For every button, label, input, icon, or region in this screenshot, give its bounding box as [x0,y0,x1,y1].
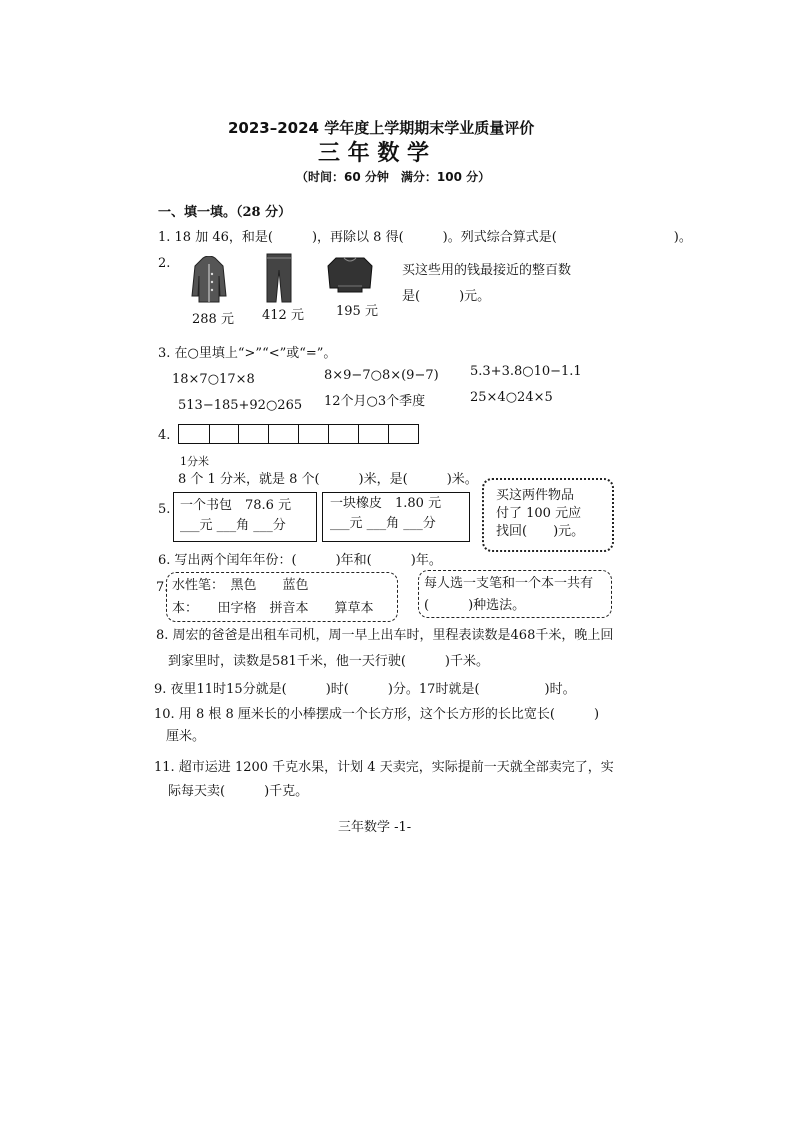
compare-item: 513−185+92○265 [178,398,303,413]
question-8-line-b: 到家里时，读数是581千米，他一天行驶( )千米。 [168,654,489,669]
eraser-conversion: ___元 ___角 ___分 [330,516,436,531]
question-5-number: 5. [158,502,171,517]
pants-icon [265,252,293,304]
book-options: 本： 田字格 拼音本 算草本 [172,601,374,616]
eraser-price: 一块橡皮 1.80 元 [330,496,442,511]
question-11-line-b: 际每天卖( )千克。 [168,784,309,799]
question-11-line-a: 11. 超市运进 1200 千克水果，计划 4 天卖完，实际提前一天就全部卖完了，实 [154,760,614,775]
compare-item: 25×4○24×5 [470,390,553,405]
choices-note-a: 每人选一支笔和一个本一共有 [424,576,594,591]
compare-item: 8×9−7○8×(9−7) [324,368,439,383]
page-footer: 三年数学 -1- [338,820,412,835]
question-1: 1. 18 加 46，和是( )，再除以 8 得( )。列式综合算式是( )。 [158,230,692,245]
pants-price: 412 元 [262,308,304,323]
question-9: 9. 夜里11时15分就是( )时( )分。17时就是( )时。 [154,682,576,697]
question-3-title: 3. 在○里填上“>”“<”或“=”。 [158,346,337,361]
sweater-price: 195 元 [336,304,378,319]
change-note-line: 买这两件物品 [496,488,575,503]
compare-item: 12个月○3个季度 [324,394,426,409]
question-2-text-a: 买这些用的钱最接近的整百数 [402,263,572,278]
question-4-text: 8 个 1 分米，就是 8 个( )米，是( )米。 [178,472,478,487]
schoolbag-conversion: ___元 ___角 ___分 [180,518,286,533]
question-7-number: 7. [156,580,169,595]
ruler-unit-label: 1分米 [180,455,209,468]
schoolbag-price: 一个书包 78.6 元 [180,498,292,513]
section-title: 一、填一填。（28 分） [158,205,292,220]
exam-info: （时间：60 分钟 满分：100 分） [296,170,491,184]
pen-options: 水性笔： 黑色 蓝色 [172,578,309,593]
subject-title: 三 年 数 学 [318,140,429,166]
compare-item: 5.3+3.8○10−1.1 [470,364,582,379]
decimeter-ruler [178,424,422,444]
question-2-number: 2. [158,256,171,271]
change-note-line: 付了 100 元应 [496,506,582,521]
exam-title: 2023–2024 学年度上学期期末学业质量评价 [228,119,535,137]
coat-price: 288 元 [192,312,234,327]
choices-note-b: ( )种选法。 [424,598,526,613]
question-4-number: 4. [158,428,171,443]
question-10-line-a: 10. 用 8 根 8 厘米长的小棒摆成一个长方形，这个长方形的长比宽长( ) [154,707,600,722]
question-8-line-a: 8. 周宏的爸爸是出租车司机，周一早上出车时，里程表读数是468千米，晚上回 [156,628,614,643]
sweater-icon [326,254,374,294]
change-note-line: 找回( )元。 [496,524,585,539]
question-10-line-b: 厘米。 [166,729,206,744]
question-6: 6. 写出两个闰年年份：( )年和( )年。 [158,553,442,568]
compare-item: 18×7○17×8 [172,372,255,387]
coat-icon [190,256,228,304]
question-2-text-b: 是( )元。 [402,289,491,304]
